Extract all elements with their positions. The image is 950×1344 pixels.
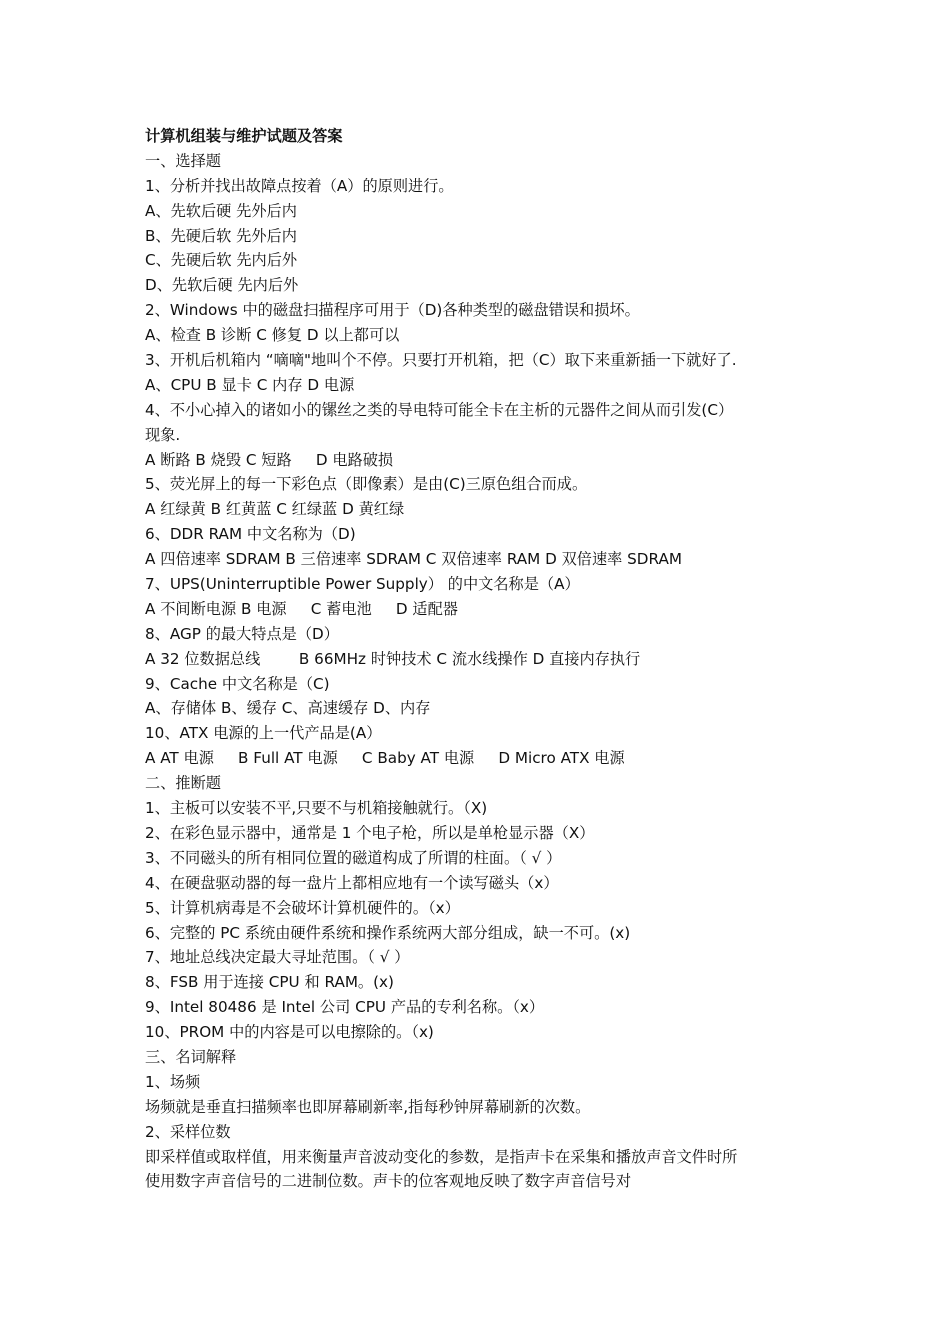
text-line: 使用数字声音信号的二进制位数。声卡的位客观地反映了数字声音信号对 [145, 1172, 631, 1191]
document-body [145, 124, 810, 1194]
text-line: 6、完整的 PC 系统由硬件系统和操作系统两大部分组成，缺一不可。(x) [145, 923, 631, 942]
text-line: 三、名词解释 [145, 1047, 237, 1066]
text-line: 2、在彩色显示器中，通常是 1 个电子枪，所以是单枪显示器（X） [145, 823, 595, 842]
text-line: A 四倍速率 SDRAM B 三倍速率 SDRAM C 双倍速率 RAM D 双倍速率 SDRAM [145, 550, 682, 569]
text-line: 6、DDR RAM 中文名称为（D) [145, 525, 356, 544]
text-line: A、存储体 B、缓存 C、高速缓存 D、内存 [145, 699, 431, 718]
text-line: 8、FSB 用于连接 CPU 和 RAM。(x) [145, 973, 394, 992]
text-line: A 红绿黄 B 红黄蓝 C 红绿蓝 D 黄红绿 [145, 500, 405, 519]
document-title: 计算机组装与维护试题及答案 [145, 127, 343, 145]
text-line: 3、开机后机箱内 “嘀嘀"地叫个不停。只要打开机箱，把（C）取下来重新插一下就好了. [145, 351, 737, 370]
text-line: 10、PROM 中的内容是可以电擦除的。（x) [145, 1023, 434, 1042]
text-line: 二、推断题 [145, 774, 221, 793]
text-line: C、先硬后软 先内后外 [145, 251, 298, 270]
text-line: 5、计算机病毒是不会破坏计算机硬件的。（x） [145, 898, 460, 917]
text-line: B、先硬后软 先外后内 [145, 226, 297, 245]
text-line: 1、场频 [145, 1072, 201, 1091]
text-line: A、CPU B 显卡 C 内存 D 电源 [145, 375, 355, 394]
text-line: 2、Windows 中的磁盘扫描程序可用于（D)各种类型的磁盘错误和损坏。 [145, 301, 640, 320]
text-line: 9、Intel 80486 是 Intel 公司 CPU 产品的专利名称。（x） [145, 998, 545, 1017]
text-line: 现象. [145, 425, 181, 444]
text-line: A 32 位数据总线 B 66MHz 时钟技术 C 流水线操作 D 直接内存执行 [145, 649, 641, 668]
text-line: 1、分析并找出故障点按着（A）的原则进行。 [145, 176, 454, 195]
text-line: 7、UPS(Uninterruptible Power Supply） 的中文名称是（A） [145, 575, 580, 594]
text-line: 4、不小心掉入的诸如小的镙丝之类的导电特可能全卡在主析的元器件之间从而引发(C） [145, 400, 734, 419]
text-line: 1、主板可以安装不平,只要不与机箱接触就行。（X) [145, 799, 488, 818]
text-line: 2、采样位数 [145, 1122, 231, 1141]
text-line: 即采样值或取样值，用来衡量声音波动变化的参数，是指声卡在采集和播放声音文件时所 [145, 1147, 738, 1166]
text-line: 4、在硬盘驱动器的每一盘片上都相应地有一个读写磁头（x） [145, 873, 559, 892]
document-lines [145, 149, 810, 1194]
text-line: 7、地址总线决定最大寻址范围。（ √ ） [145, 948, 410, 967]
text-line: A 断路 B 烧毁 C 短路 D 电路破损 [145, 450, 394, 469]
text-line: 10、ATX 电源的上一代产品是(A） [145, 724, 382, 743]
text-line: 3、不同磁头的所有相同位置的磁道构成了所谓的柱面。（ √ ） [145, 848, 562, 867]
text-line: 9、Cache 中文名称是（C) [145, 674, 330, 693]
text-line: A、检查 B 诊断 C 修复 D 以上都可以 [145, 326, 400, 345]
text-line: 8、AGP 的最大特点是（D） [145, 624, 339, 643]
text-line: 场频就是垂直扫描频率也即屏幕刷新率,指每秒钟屏幕刷新的次数。 [145, 1097, 591, 1116]
text-line: A 不间断电源 B 电源 C 蓄电池 D 适配器 [145, 599, 458, 618]
text-line: 一、选择题 [145, 151, 221, 170]
text-line: 5、荧光屏上的每一下彩色点（即像素）是由(C)三原色组合而成。 [145, 475, 588, 494]
text-line: D、先软后硬 先内后外 [145, 276, 299, 295]
text-line: A、先软后硬 先外后内 [145, 201, 297, 220]
text-line: A AT 电源 B Full AT 电源 C Baby AT 电源 D Micro ATX 电源 [145, 749, 625, 768]
